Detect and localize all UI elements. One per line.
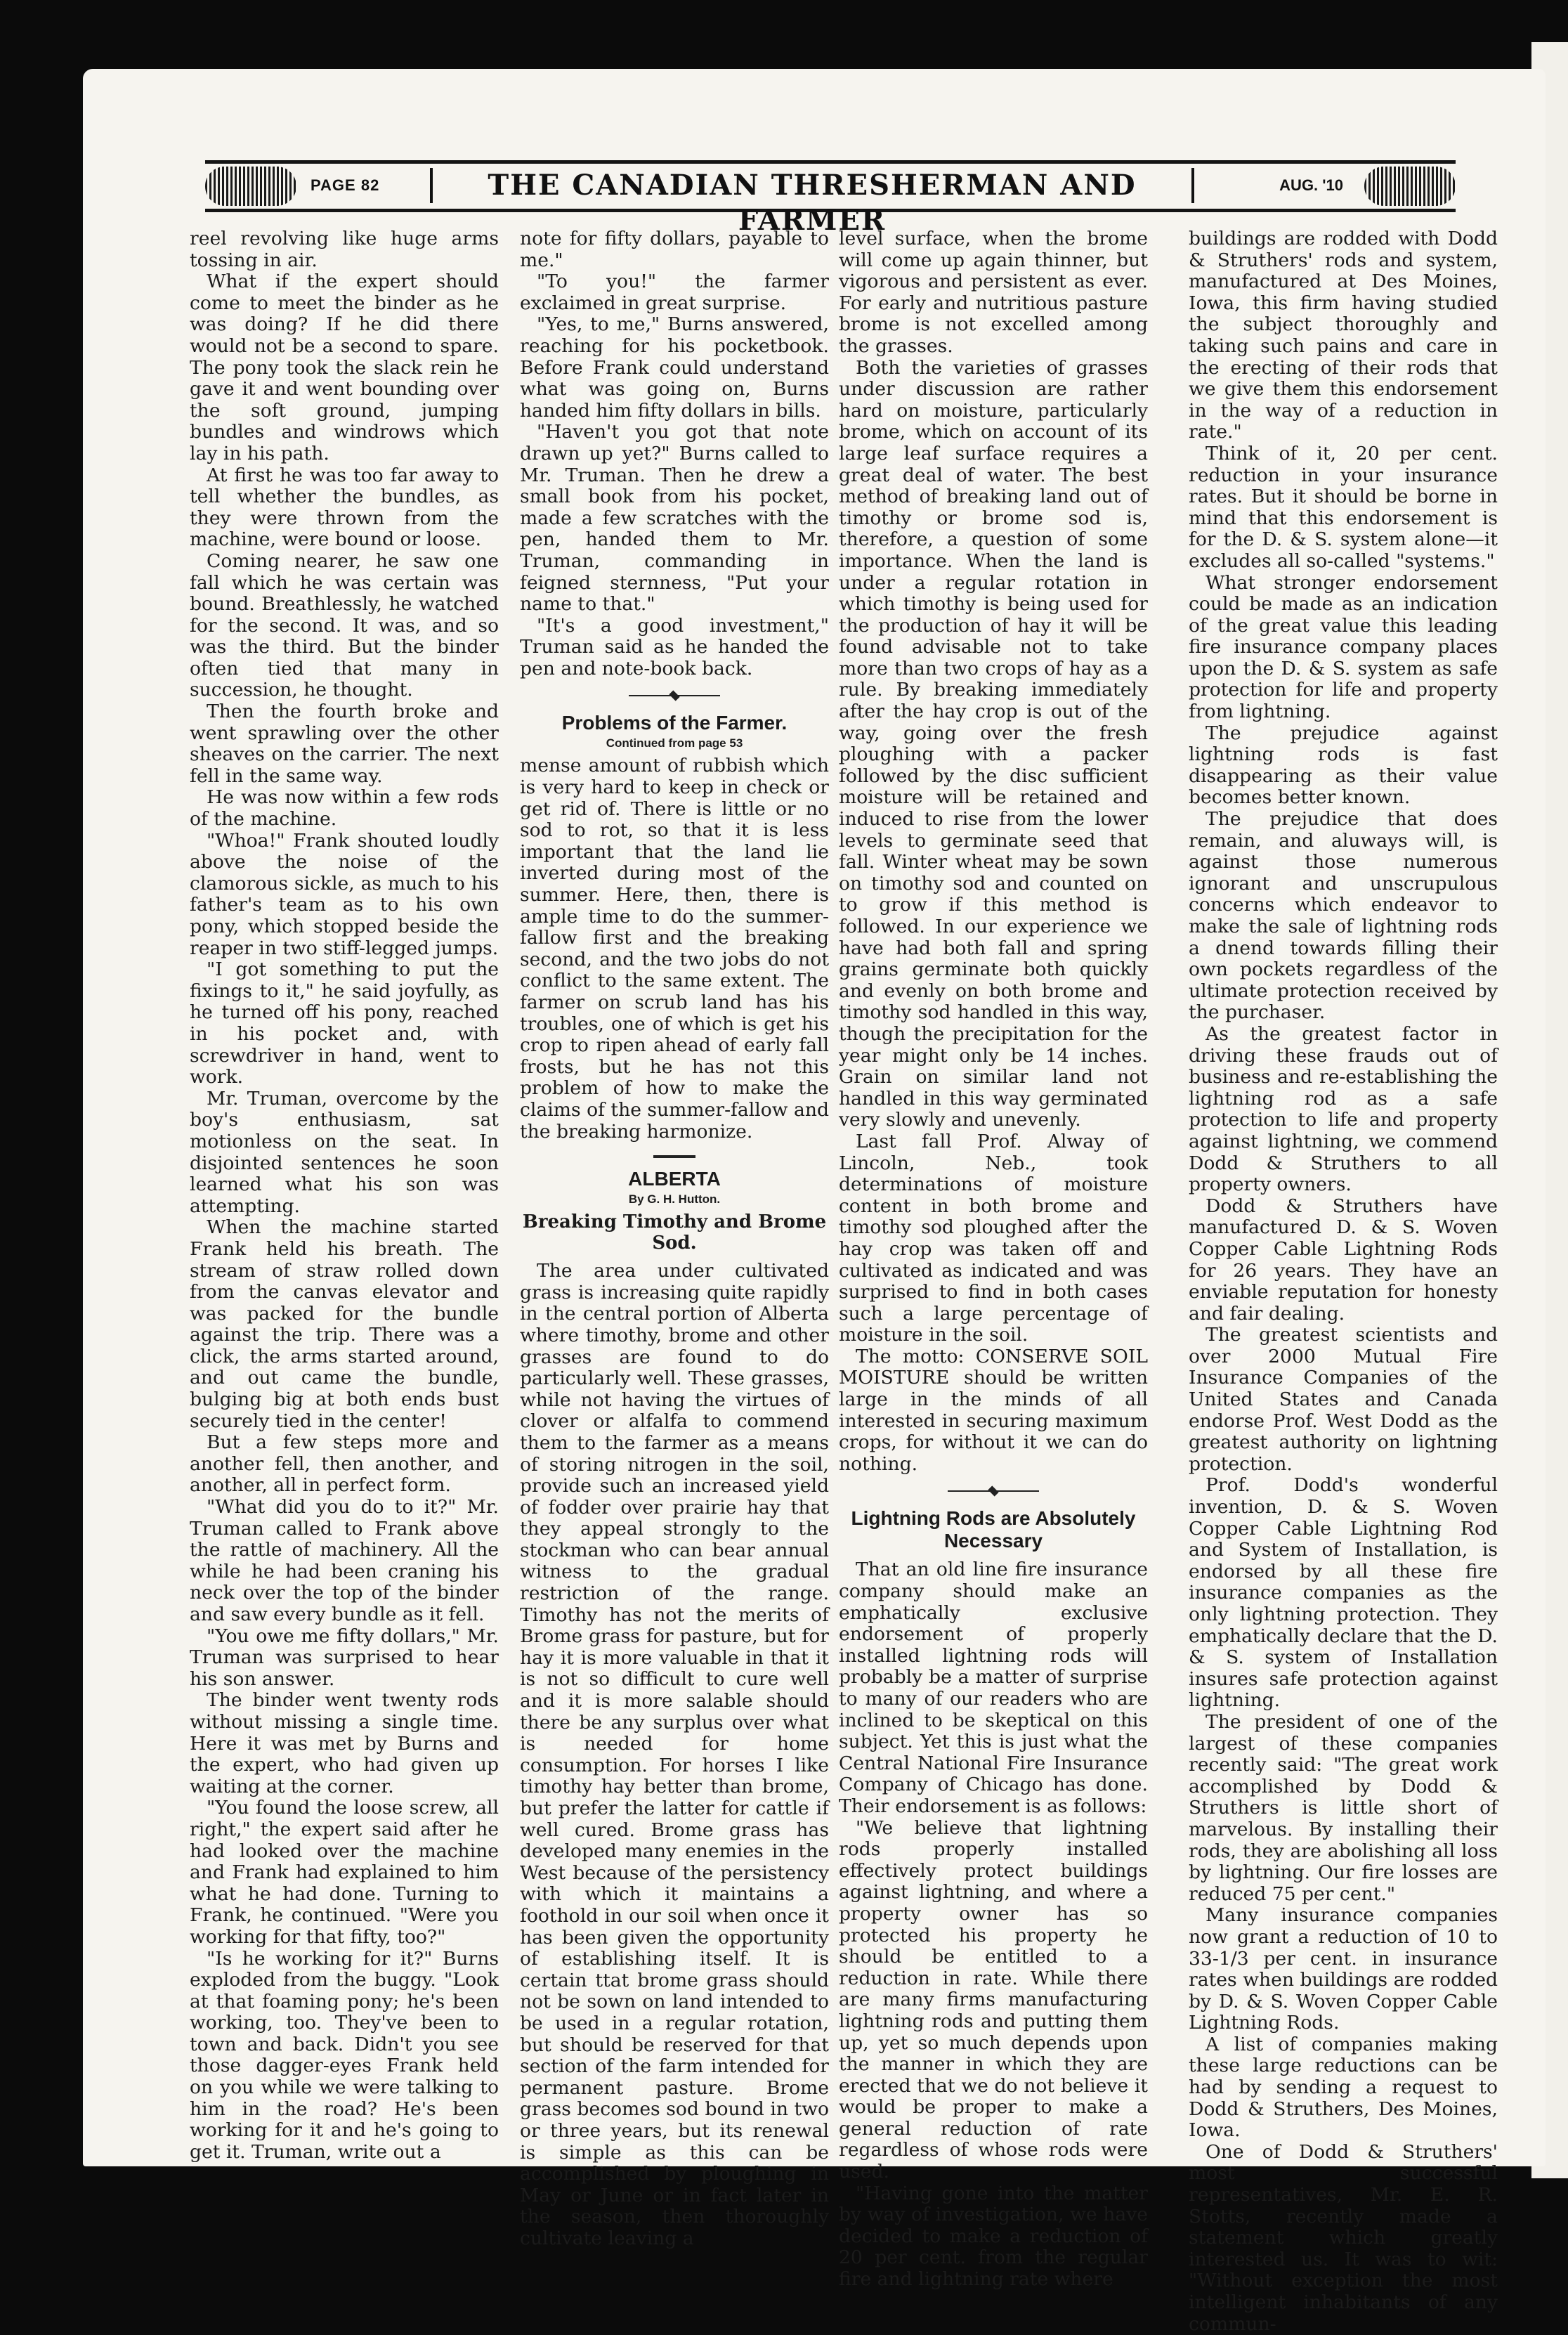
paragraph: At first he was too far away to tell whether the bundles, as they were thrown from the machine, were bound or loose.	[190, 464, 499, 551]
paragraph: The president of one of the largest of these companies recently said: "The great work accomplished by Dodd & Struthers is little short of marvelous. By installing their rods, they are abolishing all loss by lightning. Our fire losses are reduced 75 per cent."	[1189, 1710, 1498, 1905]
column-1	[190, 228, 499, 2163]
paragraph: "We believe that lightning rods properly installed effectively protect buildings against lightning, and where a property owner has so protected his property he should be entitled to a reduction in rate. While there are many firms manufacturing lightning rods and putting them up, yet so much depends upon the manner in which they are erected that we do not believe it would be proper to make a general reduction of rate regardless of whose rods were used.	[839, 1816, 1148, 2183]
paragraph: Many insurance companies now grant a reduction of 10 to 33-1/3 per cent. in insurance rates when buildings are rodded by D. & S. Woven Copper Cable Lightning Rods.	[1189, 1904, 1498, 2034]
paragraph: Mr. Truman, overcome by the boy's enthusiasm, sat motionless on the seat. In disjointed sentences he soon learned what his son was attempting.	[190, 1087, 499, 1217]
paragraph: "I got something to put the fixings to it," he said joyfully, as he turned off his pony, reached in his pocket and, with screwdriver in hand, went to work.	[190, 958, 499, 1088]
paragraph: "Is he working for it?" Burns exploded from the buggy. "Look at that foaming pony; he's been working, too. They've been to town and back. Didn't you see those dagger-eyes Frank held on you while we were talking to him in the road? He's been working for it and he's going to get it. Truman, write out a	[190, 1947, 499, 2163]
continued-note: Continued from page 53	[606, 736, 743, 750]
page-number: PAGE 82	[311, 176, 380, 194]
paragraph: "To you!" the farmer exclaimed in great surprise.	[520, 271, 829, 314]
article-subheading: Breaking Timothy and Brome Sod.	[522, 1211, 827, 1254]
paragraph: note for fifty dollars, payable to me."	[520, 228, 829, 271]
paragraph: One of Dodd & Struthers' most successful representatives, Mr. E. R. Stotts, recently made a statement which greatly interested us. It was to wit: "Without exception the most intelligent inhabitants of any commun-	[1189, 2140, 1498, 2335]
issue-date: AUG. '10	[1279, 176, 1343, 194]
paragraph: level surface, when the brome will come up again thinner, but vigorous and persistent as ever. For early and nutritious pasture brome is not excelled among the grasses.	[839, 228, 1148, 357]
paragraph: But a few steps more and another fell, then another, and another, all in perfect form.	[190, 1431, 499, 1497]
paragraph: "You found the loose screw, all right," the expert said after he had looked over the machine and Frank had explained to him what he had done. Turning to Frank, he continued. "Were you working for that fifty, too?"	[190, 1797, 499, 1948]
column-3	[839, 228, 1148, 2291]
paragraph: The binder went twenty rods without missing a single time. Here it was met by Burns and the expert, who had given up waiting at the corner.	[190, 1689, 499, 1797]
paragraph: The area under cultivated grass is increasing quite rapidly in the central portion of Alberta where timothy, brome and other grasses are found to do particularly well. These grasses, while not having the virtues of clover or alfalfa to commend them to the farmer as a means of storing nitrogen in the soil, provide such an increased yield of fodder over prairie hay that they appeal strongly to the stockman who can bear annual witness to the gradual restriction of the range. Timothy has not the merits of Brome grass for pasture, but for hay it is more valuable in that it is not so difficult to cure well and it is more salable should there be any surplus over what is needed for home consumption. For horses I like timothy hay better than brome, but prefer the latter for cattle if well cured. Brome grass has developed many enemies in the West because of the persistency with which it maintains a foothold in our soil when once it has been given the opportunity of establishing itself. It is certain ttat brome grass should not be sown on land intended to be used in a regular rotation, but should be reserved for that section of the farm intended for permanent pasture. Brome grass becomes sod bound in two or three years, but its renewal is simple as this can be accomplished by ploughing in May or June or in fact later in the season, then thoroughly cultivate leaving a	[520, 1260, 829, 2249]
paragraph: The prejudice against lightning rods is fast disappearing as their value becomes better known.	[1189, 722, 1498, 809]
paragraph: Prof. Dodd's wonderful invention, D. & S. Woven Copper Cable Lightning Rod and System of Installation, is endorsed by all these fire insurance companies as the only lightning protection. They emphatically declare that the D. & S. system of Installation insures safe protection against lightning.	[1189, 1474, 1498, 1712]
paragraph: Think of it, 20 per cent. reduction in your insurance rates. But it should be borne in mind that this endorsement is for the D. & S. system alone—it excludes all so-called "systems."	[1189, 442, 1498, 572]
paragraph: He was now within a few rods of the machine.	[190, 786, 499, 831]
farm-scene-ornament-right	[1364, 167, 1456, 206]
ornamental-rule	[629, 691, 720, 701]
section-rule	[653, 1155, 695, 1158]
paragraph: "Haven't you got that note drawn up yet?" Burns called to Mr. Truman. Then he drew a small book from his pocket, made a few scratches with the pen, handed them to Mr. Truman, commanding in feigned sternness, "Put your name to that."	[520, 421, 829, 616]
masthead	[205, 160, 1456, 237]
article-heading-problems: Problems of the Farmer.	[561, 712, 788, 734]
column-4	[1189, 228, 1498, 2335]
paragraph: Both the varieties of grasses under discussion are rather hard on moisture, particularly brome, which on account of its large leaf surface requires a great deal of water. The best method of breaking land out of timothy or brome sod is, therefore, a question of some importance. When the land is under a regular rotation in which timothy is being used for the production of hay it will be found advisable not to take more than two crops of hay as a rule. By breaking immediately after the hay crop is out of the way, going over the fresh ploughing with a packer followed by the disc sufficient moisture will be retained and induced to rise from the lower levels to germinate seed that fall. Winter wheat may be sown on timothy sod and counted on to grow if this method is followed. In our experience we have had both fall and spring grains germinate both quickly and evenly on both brome and timothy sod handled in this way, though the precipitation for the year might only be 14 inches. Grain on similar land not handled in this way germinated very slowly and unevenly.	[839, 356, 1148, 1131]
paragraph: The greatest scientists and over 2000 Mutual Fire Insurance Companies of the United States and Canada endorse Prof. West Dodd as the greatest authority on lightning protection.	[1189, 1324, 1498, 1475]
paragraph: The motto: CONSERVE SOIL MOISTURE should be written large in the minds of all interested in securing maximum crops, for without it we can do nothing.	[839, 1345, 1148, 1475]
paragraph: A list of companies making these large reductions can be had by sending a request to Dodd & Struthers, Des Moines, Iowa.	[1189, 2033, 1498, 2142]
paragraph: "It's a good investment," Truman said as he handed the pen and note-book back.	[520, 614, 829, 679]
paragraph: What stronger endorsement could be made as an indication of the great value this leading fire insurance company places upon the D. & S. system as safe protection for life and property from lightning.	[1189, 571, 1498, 723]
paragraph: Dodd & Struthers have manufactured D. & S. Woven Copper Cable Lightning Rods for 26 years. They have an enviable reputation for honesty and fair dealing.	[1189, 1195, 1498, 1325]
farm-scene-ornament-left	[205, 167, 296, 206]
byline: By G. H. Hutton.	[628, 1192, 721, 1206]
paragraph: mense amount of rubbish which is very hard to keep in check or get rid of. There is little or no sod to rot, so that it is less important that the land lie inverted during most of the summer. Here, then, there is ample time to do the summer-fallow first and the breaking second, and the two jobs do not conflict to the same extent. The farmer on scrub land has his troubles, one of which is get his crop to ripen ahead of early fall frosts, but he has not this problem of how to make the claims of the summer-fallow and the breaking harmonize.	[520, 755, 829, 1143]
paragraph: What if the expert should come to meet the binder as he was doing? If he did there would not be a second to spare. The pony took the slack rein he gave it and went bounding over the soft ground, jumping bundles and windrows which lay in his path.	[190, 271, 499, 464]
article-heading-alberta: ALBERTA	[628, 1168, 721, 1190]
paragraph: That an old line fire insurance company should make an emphatically exclusive endorsement of properly installed lightning rods will probably be a matter of surprise to many of our readers who are inclined to be skeptical on this subject. Yet this is just what the Central National Fire Insurance Company of Chicago has done. Their endorsement is as follows:	[839, 1559, 1148, 1817]
article-heading-lightning: Lightning Rods are Absolutely Necessary	[851, 1507, 1136, 1552]
publication-title: THE CANADIAN THRESHERMAN AND FARMER	[430, 168, 1194, 203]
paragraph: When the machine started Frank held his breath. The stream of straw rolled down from the canvas elevator and was packed for the bundle against the trip. There was a click, the arms started around, and out came the bundle, bulging big at both ends bust securely tied in the center!	[190, 1216, 499, 1432]
paragraph: "Yes, to me," Burns answered, reaching for his pocketbook. Before Frank could understand what was going on, Burns handed him fifty dollars in bills.	[520, 313, 829, 422]
paragraph: "Whoa!" Frank shouted loudly above the noise of the clamorous sickle, as much to his father's team as to his own pony, which stopped beside the reaper in two stiff-legged jumps.	[190, 829, 499, 959]
paragraph: "What did you do to it?" Mr. Truman called to Frank above the rattle of machinery. All the while he had been craning his neck over the top of the binder and saw every bundle as it fell.	[190, 1496, 499, 1625]
column-2	[520, 228, 829, 2249]
paragraph: The prejudice that does remain, and aluways will, is against those numerous ignorant and unscrupulous concerns which endeavor to make the sale of lightning rods a dnend towards filling their own pockets regardless of the ultimate protection received by the purchaser.	[1189, 808, 1498, 1024]
ornamental-rule	[948, 1486, 1039, 1496]
paragraph: reel revolving like huge arms tossing in air.	[190, 228, 499, 271]
paragraph: As the greatest factor in driving these frauds out of business and re-establishing the lightning rod as a safe protection to life and property against lightning, we commend Dodd & Struthers to all property owners.	[1189, 1022, 1498, 1196]
paragraph: Coming nearer, he saw one fall which he was certain was bound. Breathlessly, he watched for the second. It was, and so was the third. But the binder often tied that many in succession, he thought.	[190, 549, 499, 701]
paragraph: "You owe me fifty dollars," Mr. Truman was surprised to hear his son answer.	[190, 1625, 499, 1690]
paragraph: Then the fourth broke and went sprawling over the other sheaves on the carrier. The next fell in the same way.	[190, 701, 499, 787]
paragraph: Last fall Prof. Alway of Lincoln, Neb., took determinations of moisture content in both brome and timothy sod ploughed after the hay crop was taken off and cultivated as indicated and was surprised to find in both cases such a large percentage of moisture in the soil.	[839, 1130, 1148, 1346]
paragraph: buildings are rodded with Dodd & Struthers' rods and system, manufactured at Des Moines, Iowa, this firm having studied the subject thoroughly and taking such pains and care in the erecting of their rods that we give them this endorsement in the way of a reduction in rate."	[1189, 228, 1498, 443]
paragraph: "Having gone into the matter by way of investigation, we have decided to make a reduction of 20 per cent. from the regular fire and lightning rate where	[839, 2182, 1148, 2291]
